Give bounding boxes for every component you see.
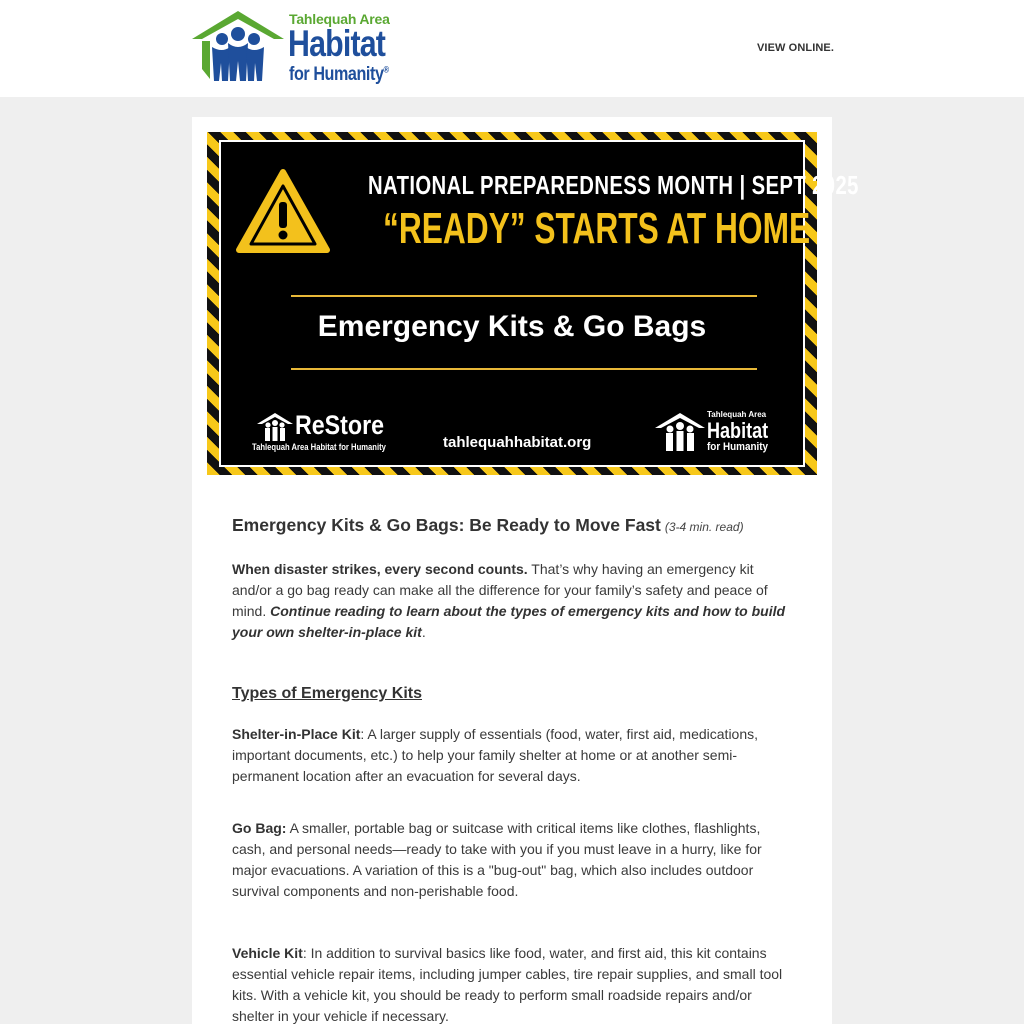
kit-paragraph-shelter: Shelter-in-Place Kit: A larger supply of essentials (food, water, first aid, medications, important documents, etc.) to help your family shelter at home or at another semi-permanent location after an evacuation for several days. bbox=[232, 726, 759, 784]
logo-subwordmark: for Humanity® bbox=[289, 64, 389, 85]
read-time: (3-4 min. read) bbox=[664, 520, 744, 534]
view-online-link[interactable]: VIEW ONLINE. bbox=[757, 42, 834, 54]
preparedness-banner[interactable] bbox=[207, 132, 859, 475]
restore-subtitle: Tahlequah Area Habitat for Humanity bbox=[252, 442, 386, 452]
banner-rule-bottom bbox=[291, 368, 757, 370]
banner-title: Emergency Kits & Go Bags bbox=[317, 310, 707, 343]
intro-paragraph: When disaster strikes, every second counts. That’s why having an emergency kit and/or a go bag ready can make all the difference for your family’s safety and peace of mind. Continue reading to learn about the types of emergency kits and how to build your own shelter-in-place kit. bbox=[232, 561, 786, 640]
article-title: Emergency Kits & Go Bags: Be Ready to Move Fast bbox=[232, 515, 661, 535]
banner-website: tahlequahhabitat.org bbox=[443, 434, 592, 451]
banner-habitat-logo bbox=[655, 410, 785, 454]
warning-icon bbox=[235, 168, 331, 256]
habitat-house-icon bbox=[655, 412, 705, 452]
banner-rule-top bbox=[291, 295, 757, 297]
banner-month-line: NATIONAL PREPAREDNESS MONTH | SEPT 2025 bbox=[368, 170, 859, 200]
banner-logo-tagline: Tahlequah Area bbox=[707, 410, 767, 419]
banner-headline: “READY” STARTS AT HOME bbox=[383, 204, 811, 253]
banner-logo-subwordmark: for Humanity bbox=[707, 441, 769, 453]
restore-wordmark: ReStore bbox=[295, 410, 385, 440]
logo-wordmark: Habitat bbox=[288, 23, 386, 64]
kit-paragraph-go-bag: Go Bag: A smaller, portable bag or suitcase with critical items like clothes, flashlights, cash, and personal needs—ready to take with you if you must leave in a hurry, like for major evacuations. A variation of this is a "bug-out" bag, which also includes outdoor survival components and non-perishable food. bbox=[232, 820, 762, 899]
restore-logo bbox=[249, 410, 409, 454]
article bbox=[232, 513, 794, 1024]
restore-house-icon bbox=[257, 412, 293, 442]
email-body bbox=[192, 117, 859, 1024]
email-header bbox=[0, 0, 1024, 97]
article-heading bbox=[232, 513, 794, 539]
logo-tagline: Tahlequah Area bbox=[289, 11, 390, 27]
banner-panel bbox=[219, 140, 859, 467]
banner-logo-wordmark: Habitat bbox=[707, 418, 769, 443]
habitat-logo[interactable] bbox=[192, 9, 414, 87]
habitat-house-icon bbox=[192, 9, 284, 83]
kit-paragraph-vehicle: Vehicle Kit: In addition to survival basics like food, water, and first aid, this kit contains essential vehicle repair items, including jumper cables, tire repair supplies, and small tool kits. With a vehicle kit, you should be ready to perform small roadside repairs and/or shelter in your vehicle if necessary. bbox=[232, 945, 783, 1024]
section-heading: Types of Emergency Kits bbox=[232, 685, 422, 702]
